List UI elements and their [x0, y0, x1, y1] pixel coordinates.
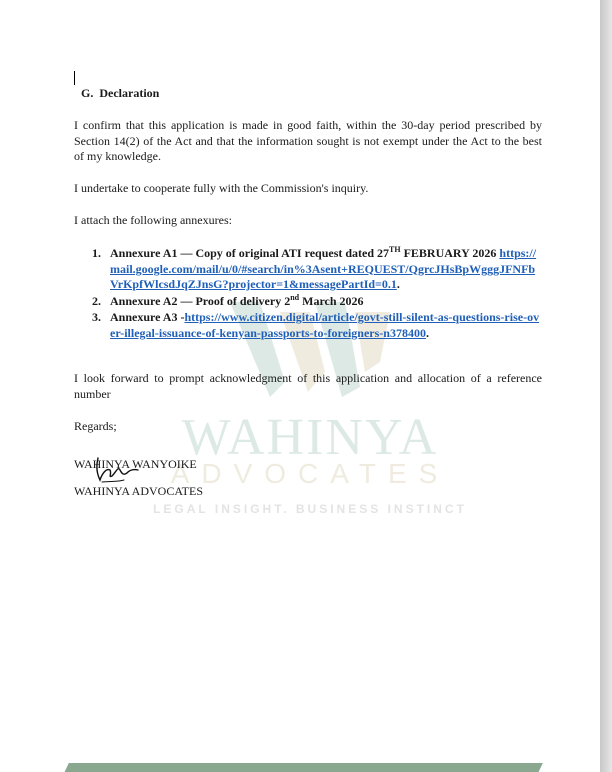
- list-number: 1.: [92, 246, 101, 260]
- annexure-label: Annexure A3 -: [110, 310, 185, 324]
- annexure-list: [92, 246, 542, 342]
- watermark-tagline: LEGAL INSIGHT. BUSINESS INSTINCT: [153, 502, 467, 516]
- page-shadow: [600, 0, 612, 772]
- section-letter: G.: [81, 86, 94, 100]
- section-title: Declaration: [99, 86, 160, 100]
- confirm-paragraph: I confirm that this application is made in good faith, within the 30-day period prescribed by Section 14(2) of the Act and that the information sought is not exempt under the Act to the best of my knowledge.: [74, 118, 542, 163]
- closing-paragraph: I look forward to prompt acknowledgment of this application and allocation of a reference number: [74, 371, 542, 401]
- watermark-firm-subtitle: ADVOCATES: [170, 458, 450, 489]
- handwritten-signature: [92, 452, 140, 488]
- regards-text: Regards;: [74, 419, 117, 433]
- signatory-firm: WAHINYA ADVOCATES: [74, 484, 204, 498]
- annexure-a3-link[interactable]: https://www.citizen.digital/article/govt-still-silent-as-questions-rise-over-illegal-issuance-of-kenyan-passports-to-foreigners-n378400: [110, 310, 540, 340]
- signatory-name: WAHINYA WANYOIKE: [74, 457, 197, 471]
- footer-band: [63, 763, 543, 772]
- list-item: 3. Annexure A3 -https://www.citizen.digital/article/govt-still-silent-as-questions-rise-over-illegal-issuance-of-kenyan-passports-to-foreigners-n378400.: [92, 310, 540, 340]
- attach-paragraph: I attach the following annexures:: [74, 213, 232, 227]
- watermark-firm-name: WAHINYA: [181, 409, 439, 466]
- annexure-label: Annexure A1 — Copy of original ATI request dated 27TH FEBRUARY 2026: [110, 245, 497, 260]
- list-number: 2.: [92, 293, 101, 308]
- undertake-paragraph: I undertake to cooperate fully with the Commission's inquiry.: [74, 181, 369, 195]
- annexure-label: Annexure A2 — Proof of delivery 2nd March 2026: [110, 292, 364, 308]
- list-item: 1. Annexure A1 — Copy of original ATI request dated 27TH FEBRUARY 2026 https://mail.google.com/mail/u/0/#search/in%3Asent+REQUEST/QgrcJHsBpWgggJFNFbVrKpfWlcsdJqZJnsG?projector=1&messagePartId=0.1.: [92, 245, 537, 291]
- annexure-a1-link[interactable]: https://mail.google.com/mail/u/0/#search/in%3Asent+REQUEST/QgrcJHsBpWgggJFNFbVrKpfWlcsdJqZJnsG?projector=1&messagePartId=0.1: [110, 246, 537, 291]
- section-heading: [81, 86, 159, 101]
- text-cursor: [74, 71, 75, 85]
- list-number: 3.: [92, 310, 101, 324]
- list-item: [92, 294, 542, 310]
